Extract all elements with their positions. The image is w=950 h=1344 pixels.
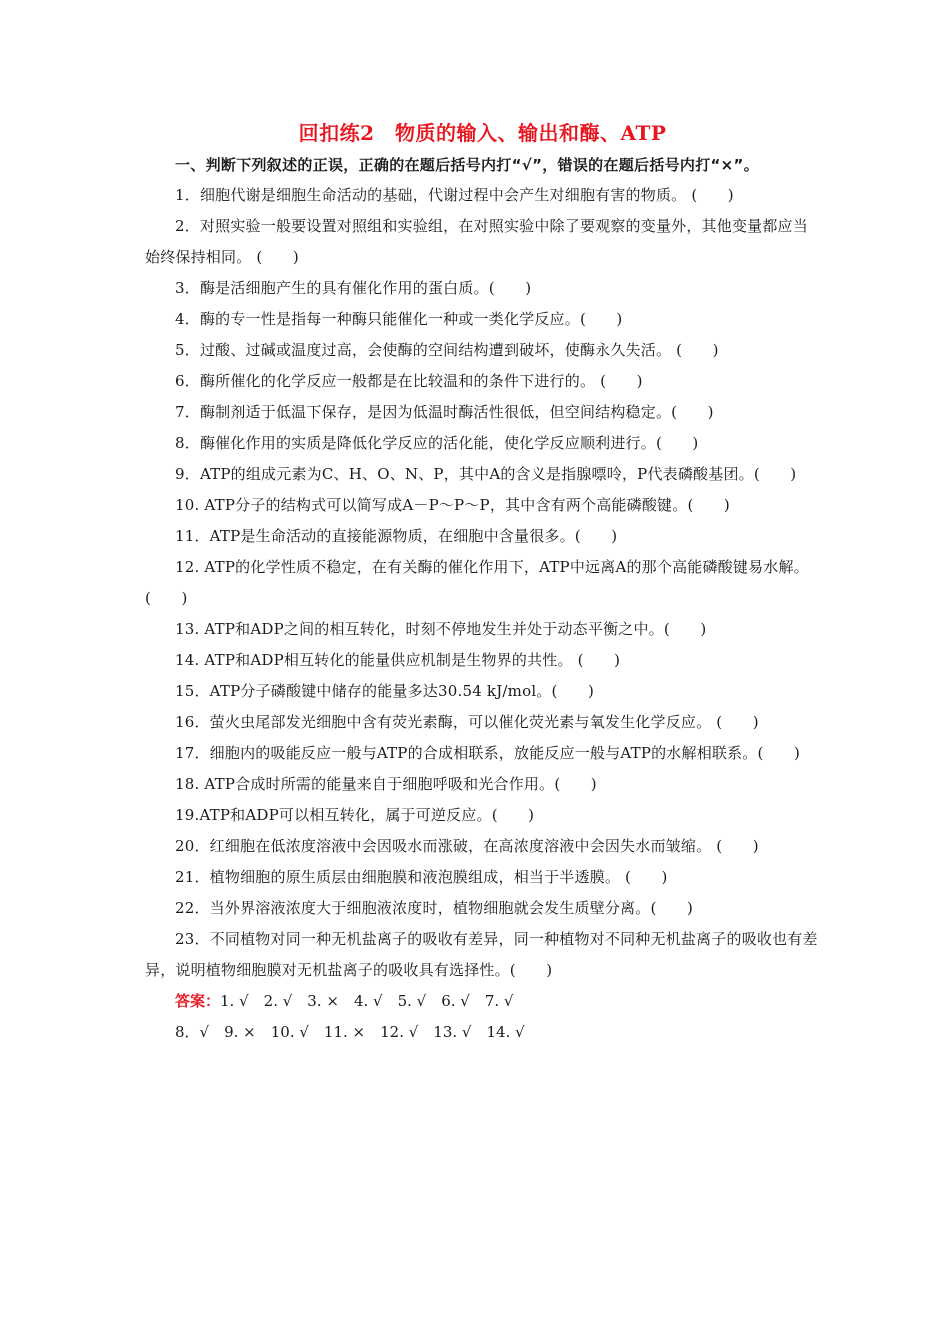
question-list — [145, 180, 820, 986]
question-item: 19.ATP和ADP可以相互转化，属于可逆反应。( ) — [175, 806, 535, 824]
question-item: 11．ATP是生命活动的直接能源物质，在细胞中含量很多。( ) — [175, 527, 618, 545]
question-item: 7．酶制剂适于低温下保存，是因为低温时酶活性很低，但空间结构稳定。( ) — [175, 403, 714, 421]
answer-line-2 — [145, 1017, 820, 1048]
document-page — [145, 118, 820, 1048]
question-item: 22．当外界溶液浓度大于细胞液浓度时，植物细胞就会发生质壁分离。( ) — [175, 899, 693, 917]
question-item: 13. ATP和ADP之间的相互转化，时刻不停地发生并处于动态平衡之中。( ) — [175, 620, 707, 638]
answer-values-1: 1. √ 2. √ 3. × 4. √ 5. √ 6. √ 7. √ — [220, 992, 514, 1010]
question-item: 23．不同植物对同一种无机盐离子的吸收有差异，同一种植物对不同种无机盐离子的吸收也有差异，说明植物细胞膜对无机盐离子的吸收具有选择性。( ) — [145, 930, 818, 979]
question-item: 2．对照实验一般要设置对照组和实验组，在对照实验中除了要观察的变量外，其他变量都应当始终保持相同。 ( ) — [145, 217, 808, 266]
question-item: 9．ATP的组成元素为C、H、O、N、P，其中A的含义是指腺嘌呤，P代表磷酸基团。( ) — [175, 465, 797, 483]
section-instruction: 一、判断下列叙述的正误，正确的在题后括号内打“√”，错误的在题后括号内打“×”。 — [175, 156, 760, 174]
question-item: 15．ATP分子磷酸键中储存的能量多达30.54 kJ/mol。( ) — [175, 682, 595, 700]
answer-values-2: 8．√ 9. × 10. √ 11. × 12. √ 13. √ 14. √ — [175, 1023, 525, 1041]
question-item: 14. ATP和ADP相互转化的能量供应机制是生物界的共性。 ( ) — [175, 651, 621, 669]
question-item: 21．植物细胞的原生质层由细胞膜和液泡膜组成，相当于半透膜。 ( ) — [175, 868, 668, 886]
question-item: 4．酶的专一性是指每一种酶只能催化一种或一类化学反应。( ) — [175, 310, 623, 328]
question-item: 16．萤火虫尾部发光细胞中含有荧光素酶，可以催化荧光素与氧发生化学反应。 ( ) — [175, 713, 759, 731]
question-item: 10. ATP分子的结构式可以简写成A－P～P～P，其中含有两个高能磷酸键。( ) — [175, 496, 730, 514]
question-item: 17．细胞内的吸能反应一般与ATP的合成相联系，放能反应一般与ATP的水解相联系。( ) — [175, 744, 801, 762]
question-item: 1．细胞代谢是细胞生命活动的基础，代谢过程中会产生对细胞有害的物质。 ( ) — [175, 186, 734, 204]
question-item: 20．红细胞在低浓度溶液中会因吸水而涨破，在高浓度溶液中会因失水而皱缩。 ( ) — [175, 837, 759, 855]
question-item: 8．酶催化作用的实质是降低化学反应的活化能，使化学反应顺利进行。( ) — [175, 434, 699, 452]
document-title: 回扣练2 物质的输入、输出和酶、ATP — [298, 121, 667, 145]
question-item: 3．酶是活细胞产生的具有催化作用的蛋白质。( ) — [175, 279, 532, 297]
question-item: 5．过酸、过碱或温度过高，会使酶的空间结构遭到破坏，使酶永久失活。 ( ) — [175, 341, 719, 359]
question-item: 6．酶所催化的化学反应一般都是在比较温和的条件下进行的。 ( ) — [175, 372, 643, 390]
question-item: 18. ATP合成时所需的能量来自于细胞呼吸和光合作用。( ) — [175, 775, 597, 793]
answer-line-1 — [145, 986, 820, 1017]
question-item: 12. ATP的化学性质不稳定，在有关酶的催化作用下，ATP中远离A的那个高能磷酸键易水解。( ) — [145, 558, 809, 607]
answer-label: 答案： — [175, 992, 221, 1010]
